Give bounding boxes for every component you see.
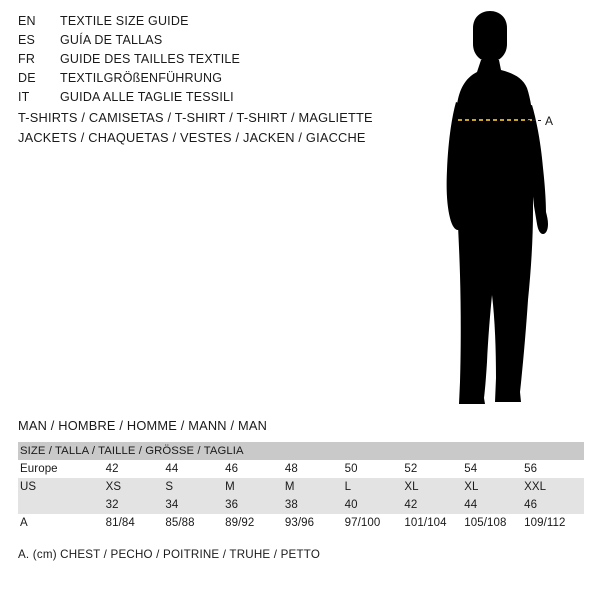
cell: 38: [285, 496, 345, 514]
language-code: FR: [18, 52, 36, 66]
cell: S: [165, 478, 225, 496]
marker-label-a: A: [545, 114, 554, 128]
cell: 93/96: [285, 514, 345, 532]
cell: 109/112: [524, 514, 584, 532]
cell: 36: [225, 496, 285, 514]
size-table-wrapper: [18, 442, 584, 532]
cell: 46: [225, 460, 285, 478]
category-jackets: JACKETS / CHAQUETAS / VESTES / JACKEN / GIACCHE: [18, 130, 366, 145]
cell: 44: [165, 460, 225, 478]
cell: M: [225, 478, 285, 496]
table-row: [18, 460, 584, 478]
row-label: [18, 496, 106, 514]
cell: XS: [106, 478, 166, 496]
cell: 42: [404, 496, 464, 514]
row-label: US: [18, 478, 106, 496]
cell: 32: [106, 496, 166, 514]
language-title: TEXTILGRÖßENFÜHRUNG: [60, 71, 223, 85]
cell: 56: [524, 460, 584, 478]
cell: 48: [285, 460, 345, 478]
language-title: GUIDE DES TAILLES TEXTILE: [60, 52, 241, 66]
size-table: [18, 442, 584, 532]
cell: 85/88: [165, 514, 225, 532]
language-row: [18, 52, 348, 71]
language-title: GUÍA DE TALLAS: [60, 33, 163, 47]
cell: L: [345, 478, 405, 496]
row-label: A: [18, 514, 106, 532]
language-list: [18, 14, 348, 109]
language-title: TEXTILE SIZE GUIDE: [60, 14, 189, 28]
cell: M: [285, 478, 345, 496]
cell: 40: [345, 496, 405, 514]
language-code: ES: [18, 33, 36, 47]
cell: XXL: [524, 478, 584, 496]
cell: 44: [464, 496, 524, 514]
cell: XL: [404, 478, 464, 496]
language-row: [18, 14, 348, 33]
language-row: [18, 90, 348, 109]
man-silhouette-icon: [395, 10, 595, 410]
language-code: IT: [18, 90, 30, 104]
cell: 89/92: [225, 514, 285, 532]
language-row: [18, 71, 348, 90]
cell: 46: [524, 496, 584, 514]
category-headings: [18, 110, 418, 150]
marker-leader-line: [527, 120, 541, 121]
row-label: Europe: [18, 460, 106, 478]
table-header-label: SIZE / TALLA / TAILLE / GRÖSSE / TAGLIA: [18, 442, 584, 460]
language-code: DE: [18, 71, 36, 85]
cell: 50: [345, 460, 405, 478]
table-row: [18, 478, 584, 496]
cell: 54: [464, 460, 524, 478]
language-code: EN: [18, 14, 36, 28]
language-row: [18, 33, 348, 52]
cell: 42: [106, 460, 166, 478]
table-row-header: [18, 442, 584, 460]
table-row: [18, 514, 584, 532]
cell: XL: [464, 478, 524, 496]
cell: 34: [165, 496, 225, 514]
cell: 97/100: [345, 514, 405, 532]
category-tshirts: T-SHIRTS / CAMISETAS / T-SHIRT / T-SHIRT / MAGLIETTE: [18, 110, 373, 125]
table-footnote: A. (cm) CHEST / PECHO / POITRINE / TRUHE / PETTO: [18, 548, 321, 561]
table-row: [18, 496, 584, 514]
figure-illustration: [395, 10, 595, 410]
cell: 101/104: [404, 514, 464, 532]
section-heading-man: MAN / HOMBRE / HOMME / MANN / MAN: [18, 418, 268, 433]
cell: 52: [404, 460, 464, 478]
language-title: GUIDA ALLE TAGLIE TESSILI: [60, 90, 234, 104]
cell: 81/84: [106, 514, 166, 532]
cell: 105/108: [464, 514, 524, 532]
